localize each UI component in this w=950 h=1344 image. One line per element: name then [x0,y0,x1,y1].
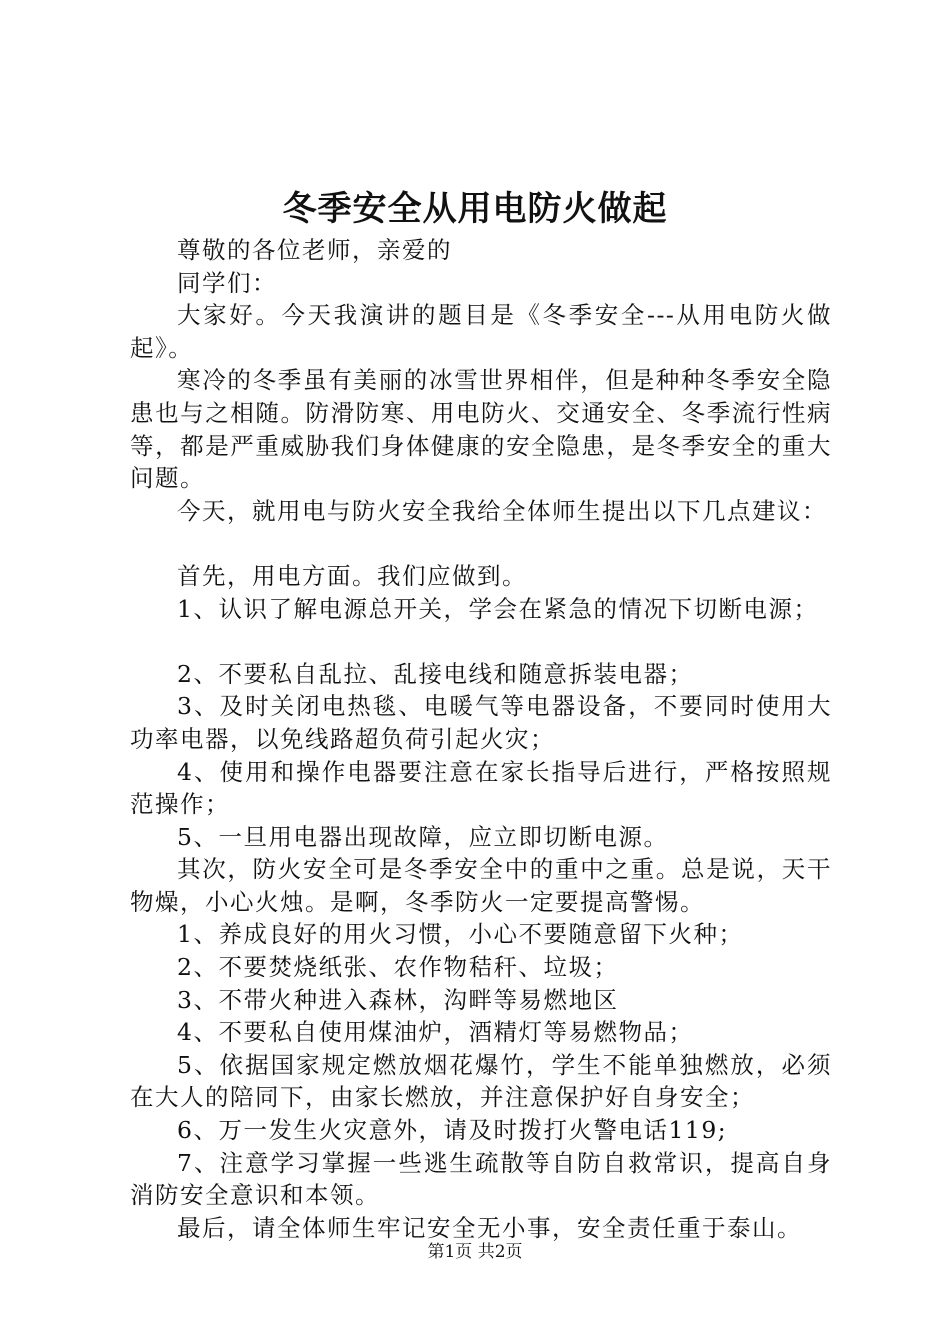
list-item-fire-5: 5、依据国家规定燃放烟花爆竹，学生不能单独燃放，必须在大人的陪同下，由家长燃放，并注意保护好自身安全； [130,1050,832,1112]
list-item-electricity-4: 4、使用和操作电器要注意在家长指导后进行，严格按照规范操作； [130,757,832,819]
list-item-electricity-5: 5、一旦用电器出现故障，应立即切断电源。 [177,822,669,851]
list-item-fire-2: 2、不要焚烧纸张、农作物秸秆、垃圾； [177,953,619,982]
paragraph-intro: 大家好。今天我演讲的题目是《冬季安全---从用电防火做起》。 [130,301,832,362]
paragraph-greeting-1: 尊敬的各位老师，亲爱的 [177,236,452,264]
paragraph-electricity-heading: 首先，用电方面。我们应做到。 [177,561,527,590]
list-item-fire-3: 3、不带火种进入森林，沟畔等易燃地区 [177,985,619,1014]
paragraph-fire-heading: 其次，防火安全可是冬季安全中的重中之重。总是说，天干物燥，小心火烛。是啊，冬季防火一定要提高警惕。 [130,855,832,916]
list-item-electricity-2: 2、不要私自乱拉、乱接电线和随意拆装电器； [177,659,694,688]
list-item-electricity-3: 3、及时关闭电热毯、电暖气等电器设备，不要同时使用大功率电器，以免线路超负荷引起火灾； [130,692,832,753]
paragraph-suggestions-lead: 今天，就用电与防火安全我给全体师生提出以下几点建议： [177,496,827,525]
list-item-fire-4: 4、不要私自使用煤油炉，酒精灯等易燃物品； [177,1018,694,1047]
document-title: 冬季安全从用电防火做起 [282,189,668,229]
paragraph-closing: 最后，请全体师生牢记安全无小事，安全责任重于泰山。 [177,1213,802,1242]
paragraph-greeting-2: 同学们： [177,268,277,297]
list-item-fire-7: 7、注意学习掌握一些逃生疏散等自防自救常识，提高自身消防安全意识和本领。 [130,1148,832,1210]
list-item-fire-1: 1、养成良好的用火习惯，小心不要随意留下火种； [177,920,744,949]
list-item-electricity-1: 1、认识了解电源总开关，学会在紧急的情况下切断电源； [177,594,819,623]
page-indicator: 第1页 共2页 [427,1242,523,1262]
list-item-fire-6: 6、万一发生火灾意外，请及时拨打火警电话119; [177,1116,728,1145]
blank-line [130,527,832,560]
page-footer [0,1240,950,1264]
blank-line [130,625,832,658]
paragraph-winter-risks: 寒冷的冬季虽有美丽的冰雪世界相伴，但是种种冬季安全隐患也与之相随。防滑防寒、用电防火、交通安全、冬季流行性病等，都是严重威胁我们身体健康的安全隐患，是冬季安全的重大问题。 [130,366,832,493]
document-body [130,234,832,1244]
